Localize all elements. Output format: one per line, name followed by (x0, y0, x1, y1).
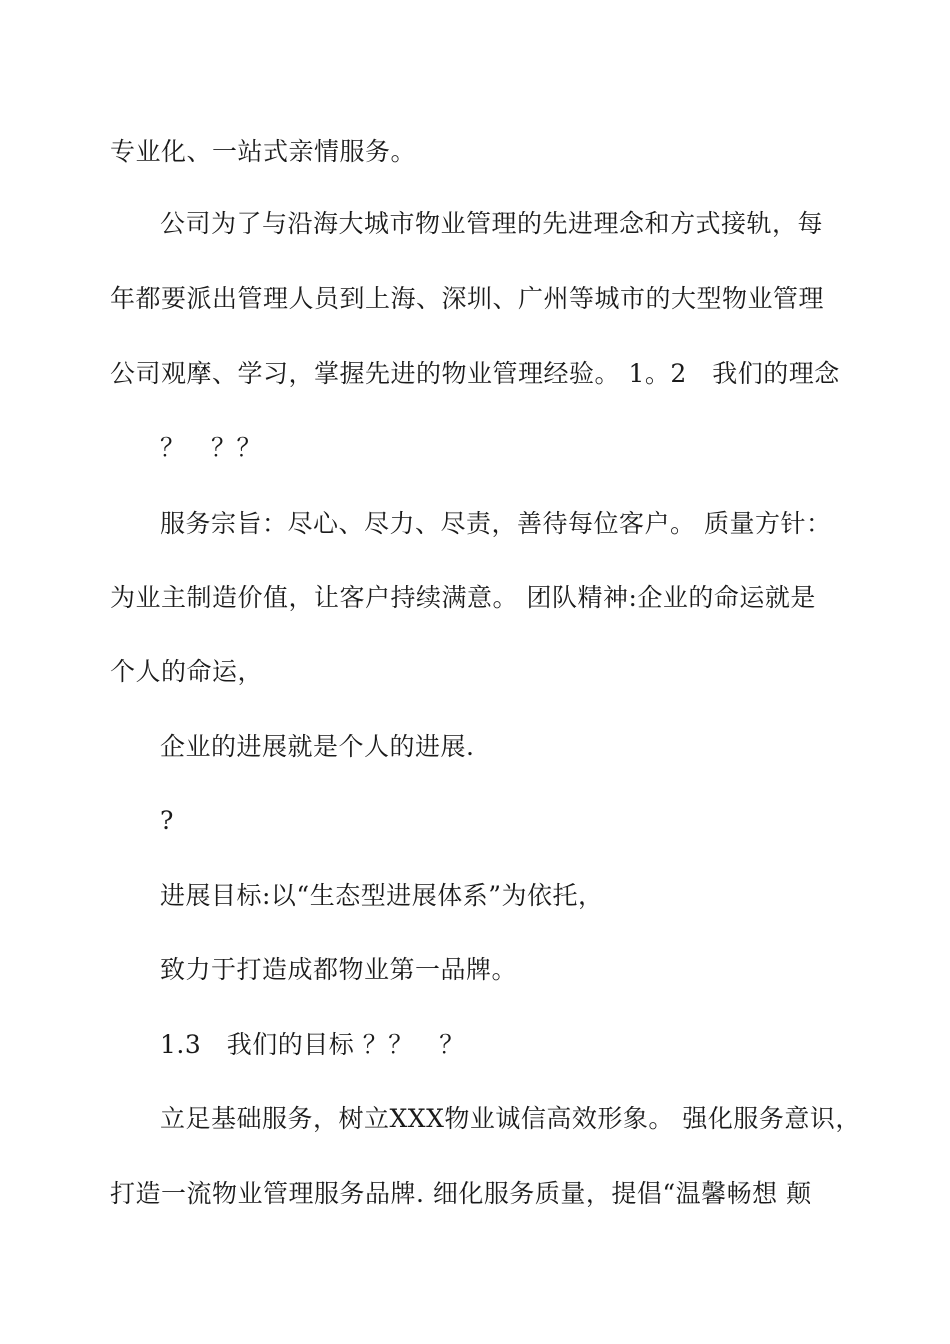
text-line-4: 公司观摩、学习，掌握先进的物业管理经验。 1。2 我们的理念 (110, 359, 840, 388)
text-line-6: 服务宗旨：尽心、尽力、尽责，善待每位客户。 质量方针： (160, 509, 832, 538)
text-line-8: 个人的命运， (110, 657, 264, 686)
text-line-7: 为业主制造价值，让客户持续满意。 团队精神:企业的命运就是 (110, 583, 816, 612)
text-line-12: 致力于打造成都物业第一品牌。 (160, 955, 518, 984)
text-line-10: ? (160, 806, 174, 835)
text-line-5: ？ ？？ (160, 433, 263, 462)
text-line-2: 公司为了与沿海大城市物业管理的先进理念和方式接轨，每 (160, 209, 824, 238)
text-line-13: 1.3 我们的目标 ？？ ？ (160, 1030, 465, 1059)
text-line-3: 年都要派出管理人员到上海、深圳、广州等城市的大型物业管理 (110, 284, 825, 313)
text-line-15: 打造一流物业管理服务品牌. 细化服务质量，提倡“温馨畅想 颠 (110, 1179, 812, 1208)
text-line-9: 企业的进展就是个人的进展. (160, 732, 475, 761)
text-line-11: 进展目标:以“生态型进展体系”为依托， (160, 881, 604, 910)
text-line-14: 立足基础服务，树立XXX物业诚信高效形象。 强化服务意识， (160, 1104, 861, 1133)
text-line-1: 专业化、一站式亲情服务。 (110, 137, 417, 166)
